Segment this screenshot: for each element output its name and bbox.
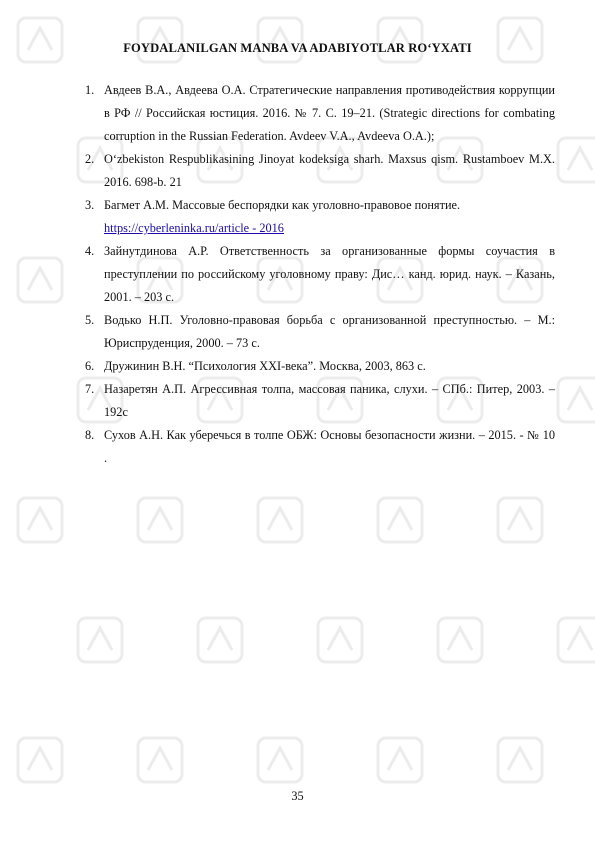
reference-text: Багмет А.М. Массовые беспорядки как уголовно-правовое понятие. bbox=[104, 198, 461, 212]
reference-text: O‘zbekiston Respublikasining Jinoyat kodeksiga sharh. Maxsus qism. Rustamboev M.X. 2016. 698-b. 21 bbox=[104, 152, 555, 189]
reference-text: Водько Н.П. Уголовно-правовая борьба с организованной преступностью. – М.: Юриспруденция, 2000. – 73 с. bbox=[104, 313, 555, 350]
reference-text-with-link bbox=[104, 194, 555, 240]
reference-number: 3. bbox=[85, 198, 95, 212]
reference-item bbox=[85, 79, 555, 148]
reference-link[interactable]: https://cyberleninka.ru/article - 2016 bbox=[104, 221, 284, 235]
reference-number: 4. bbox=[85, 244, 95, 258]
reference-number: 8. bbox=[85, 428, 95, 442]
reference-text: Авдеев В.А., Авдеева О.А. Стратегические направления противодействия коррупции в РФ // Российская юстиция. 2016. № 7. С. 19–21. (Strategic directions for combating corruption in the Russian Federation. Avdeev V.A., Avdeeva O.A.); bbox=[104, 83, 555, 143]
reference-number: 1. bbox=[85, 83, 95, 97]
reference-item bbox=[85, 194, 555, 240]
reference-item bbox=[85, 424, 555, 470]
reference-number: 2. bbox=[85, 152, 95, 166]
page-number: 35 bbox=[291, 789, 304, 803]
reference-text: Назаретян А.П. Агрессивная толпа, массовая паника, слухи. – СПб.: Питер, 2003. – 192с bbox=[104, 382, 555, 419]
reference-item bbox=[85, 378, 555, 424]
reference-number: 6. bbox=[85, 359, 95, 373]
reference-number: 7. bbox=[85, 382, 95, 396]
reference-text: Сухов А.Н. Как уберечься в толпе ОБЖ: Основы безопасности жизни. – 2015. - № 10 . bbox=[104, 428, 555, 465]
reference-text: Зайнутдинова А.Р. Ответственность за организованные формы соучастия в преступлении по российскому уголовному праву: Дис… канд. юрид. наук. – Казань, 2001. – 203 с. bbox=[104, 244, 555, 304]
reference-item bbox=[85, 309, 555, 355]
reference-item bbox=[85, 355, 555, 378]
reference-text: Дружинин В.Н. “Психология XXI-века”. Москва, 2003, 863 с. bbox=[104, 359, 426, 373]
reference-list bbox=[85, 79, 555, 470]
reference-number: 5. bbox=[85, 313, 95, 327]
reference-item bbox=[85, 148, 555, 194]
page-title: FOYDALANILGAN MANBA VA ADABIYOTLAR RO‘YXATI bbox=[123, 41, 472, 55]
reference-item bbox=[85, 240, 555, 309]
